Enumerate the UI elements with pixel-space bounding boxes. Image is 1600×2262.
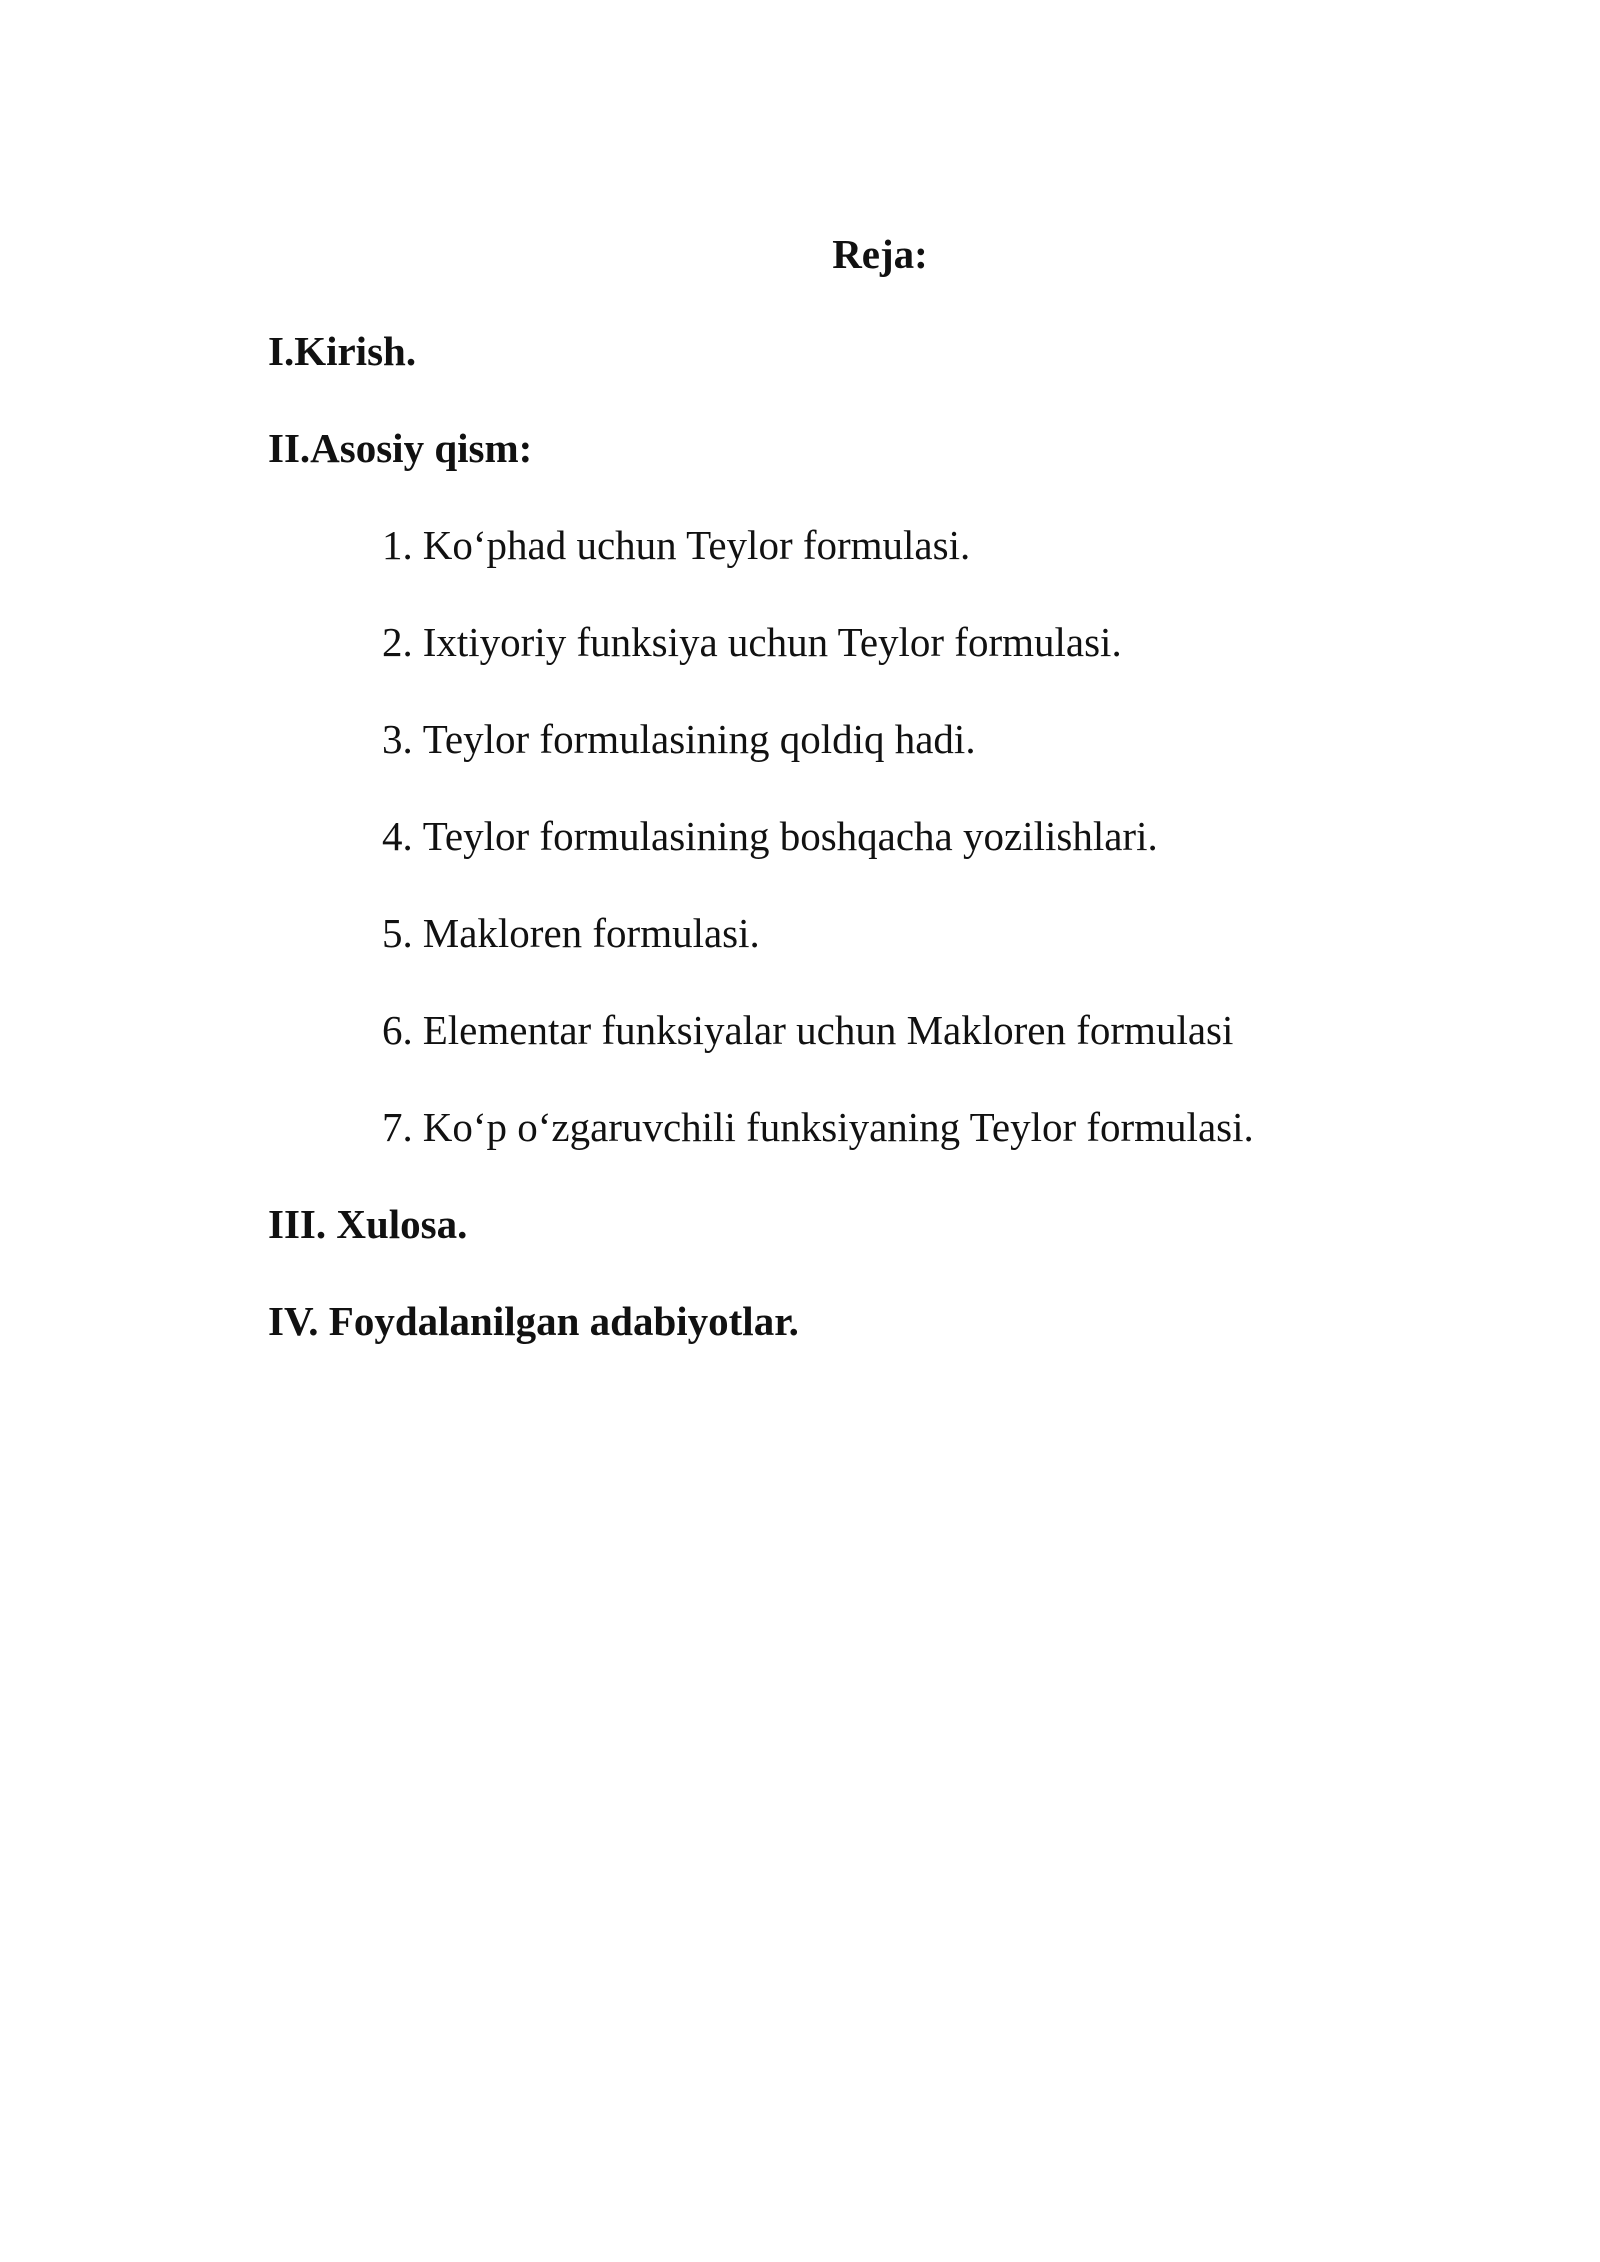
title-container <box>0 228 1600 280</box>
list-item-text: Teylor formulasining boshqacha yozilishlari. <box>422 813 1158 859</box>
list-item <box>382 1101 1254 1153</box>
list-item-text: Ko‘phad uchun Teylor formulasi. <box>422 522 971 568</box>
list-item <box>382 616 1122 668</box>
list-item-number: 3. <box>382 716 413 762</box>
section-intro: I.Kirish. <box>268 328 417 374</box>
list-item-number: 5. <box>382 910 413 956</box>
section-conclusion: III. Xulosa. <box>268 1201 468 1247</box>
list-item <box>382 810 1158 862</box>
section-references: IV. Foydalanilgan adabiyotlar. <box>268 1298 799 1344</box>
page-title: Reja: <box>832 231 928 277</box>
list-item-text: Teylor formulasining qoldiq hadi. <box>422 716 976 762</box>
list-item-number: 2. <box>382 619 413 665</box>
list-item-text: Makloren formulasi. <box>422 910 760 956</box>
list-item <box>382 713 976 765</box>
list-item-text: Ixtiyoriy funksiya uchun Teylor formulasi. <box>422 619 1122 665</box>
list-item <box>382 1004 1233 1056</box>
list-item-number: 6. <box>382 1007 413 1053</box>
list-item-number: 1. <box>382 522 413 568</box>
section-main: II.Asosiy qism: <box>268 425 533 471</box>
list-item-text: Elementar funksiyalar uchun Makloren formulasi <box>422 1007 1234 1053</box>
list-item <box>382 907 760 959</box>
list-item-number: 7. <box>382 1104 413 1150</box>
list-item-number: 4. <box>382 813 413 859</box>
list-item <box>382 519 970 571</box>
list-item-text: Ko‘p o‘zgaruvchili funksiyaning Teylor formulasi. <box>422 1104 1254 1150</box>
